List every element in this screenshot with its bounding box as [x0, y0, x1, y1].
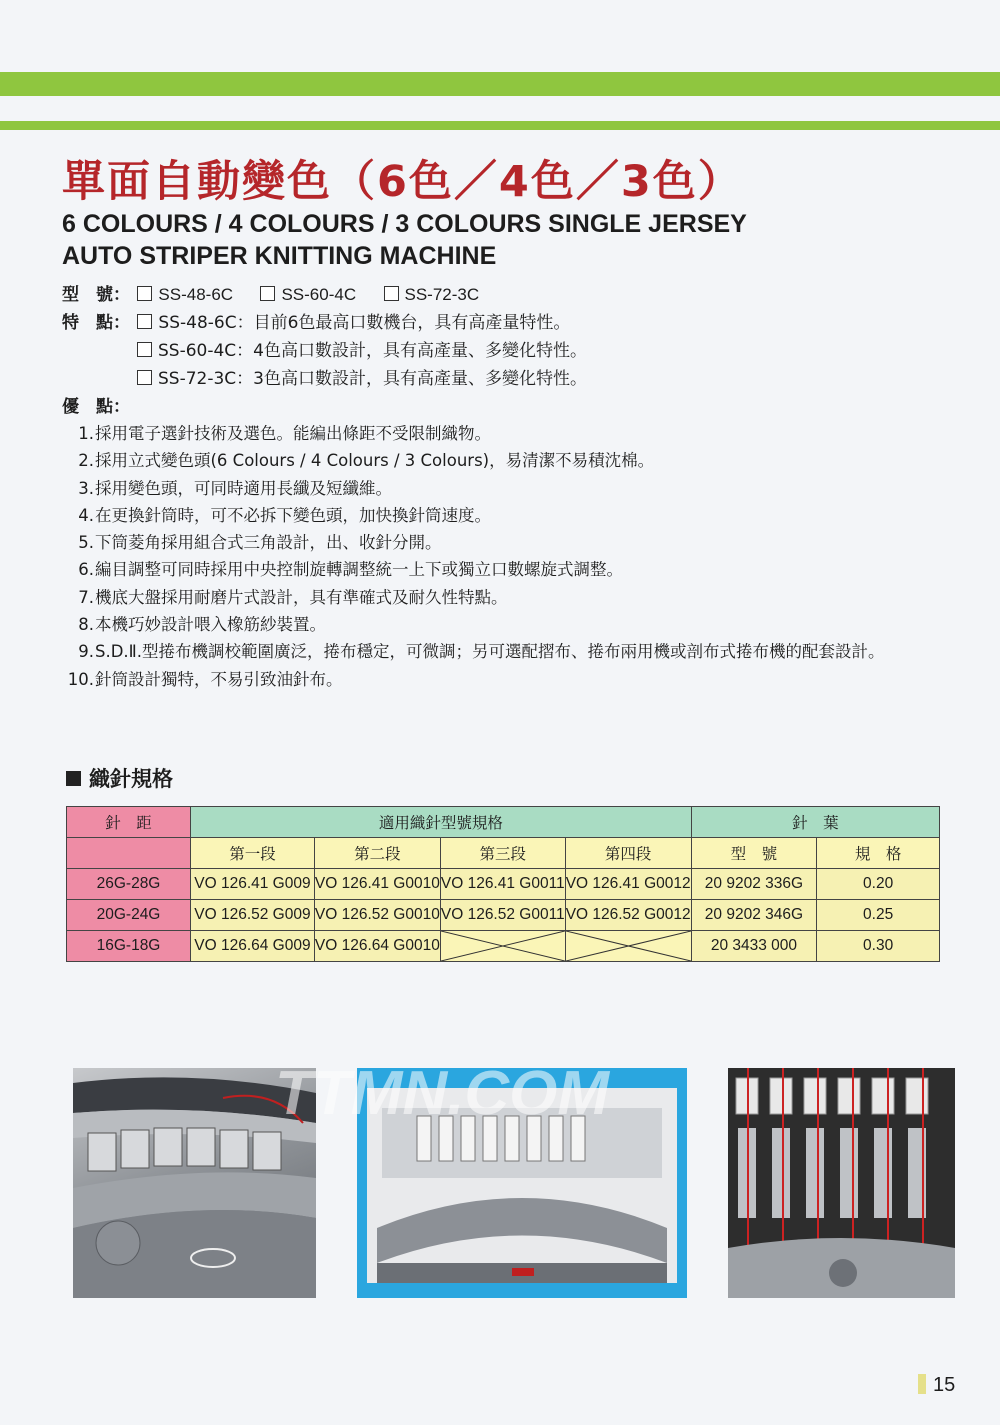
needle-cell: VO 126.64 G0010 — [314, 931, 440, 962]
needle-cell: VO 126.41 G0012 — [565, 869, 691, 900]
sinker-model-cell: 20 9202 346G — [691, 900, 817, 931]
subheader-cell: 規 格 — [817, 838, 940, 869]
list-item: 8. 本機巧妙設計喂入橡筋紗裝置。 — [78, 615, 326, 635]
needle-cell: VO 126.41 G009 — [191, 869, 315, 900]
table-header-row — [67, 807, 940, 838]
sinker-size-cell: 0.30 — [817, 931, 940, 962]
model-item: SS-72-3C — [404, 285, 480, 304]
gauge-cell: 16G-18G — [67, 931, 191, 962]
list-item: 6. 編目調整可同時採用中央控制旋轉調整統一上下或獨立口數螺旋式調整。 — [78, 560, 623, 580]
needle-cell: VO 126.41 G0011 — [440, 869, 565, 900]
subheader-cell: 第四段 — [565, 838, 691, 869]
page-marker-bar — [918, 1374, 926, 1394]
color-changer-illustration — [728, 1068, 955, 1298]
checkbox-icon — [137, 314, 152, 329]
sinker-model-cell: 20 9202 336G — [691, 869, 817, 900]
feature-item: SS-48-6C：目前6色最高口數機台，具有高產量特性。 — [158, 313, 571, 333]
title-en-line-2: AUTO STRIPER KNITTING MACHINE — [62, 242, 497, 270]
machine-photo-color-changer — [728, 1068, 955, 1298]
subheader-cell: 第一段 — [191, 838, 315, 869]
empty-crossed-cell — [440, 931, 565, 962]
empty-crossed-cell — [565, 931, 691, 962]
sinker-size-cell: 0.20 — [817, 869, 940, 900]
feature-item: SS-60-4C：4色高口數設計，具有高產量、多變化特性。 — [158, 341, 587, 361]
col-header-gauge: 針 距 — [67, 807, 191, 838]
features-label: 特 點： — [62, 313, 130, 333]
sinker-size-cell: 0.25 — [817, 900, 940, 931]
needle-cell: VO 126.52 G009 — [191, 900, 315, 931]
page-title-english — [62, 208, 747, 272]
list-item: 9. S.D.Ⅱ.型捲布機調校範圍廣泛，捲布穩定，可微調；另可選配摺布、捲布兩用機或剖布式捲布機的配套設計。 — [78, 642, 885, 662]
table-row — [67, 931, 940, 962]
checkbox-icon — [260, 286, 275, 301]
feature-row — [62, 336, 587, 361]
model-item: SS-48-6C — [158, 285, 234, 304]
list-item: 10. 針筒設計獨特，不易引致油針布。 — [67, 669, 343, 689]
subheader-cell: 型 號 — [691, 838, 817, 869]
list-item: 3. 採用變色頭，可同時適用長纖及短纖維。 — [78, 478, 392, 498]
checkbox-icon — [137, 370, 152, 385]
list-item: 2. 採用立式變色頭(6 Colours / 4 Colours / 3 Colours)，易清潔不易積沈棉。 — [78, 451, 655, 471]
checkbox-icon — [384, 286, 399, 301]
advantages-list — [62, 420, 952, 693]
needle-cell: VO 126.64 G009 — [191, 931, 315, 962]
advantages-heading — [62, 392, 132, 417]
gauge-cell: 26G-28G — [67, 869, 191, 900]
table-row — [67, 869, 940, 900]
cross-mark-icon — [566, 931, 691, 961]
watermark: TTMN.COM — [275, 1059, 610, 1128]
page-number: 15 — [918, 1374, 955, 1397]
cross-mark-icon — [441, 931, 565, 961]
checkbox-icon — [137, 342, 152, 357]
gauge-cell: 20G-24G — [67, 900, 191, 931]
subheader-cell: 第三段 — [440, 838, 565, 869]
list-item: 7. 機底大盤採用耐磨片式設計，具有準確式及耐久性特點。 — [78, 587, 508, 607]
sinker-model-cell: 20 3433 000 — [691, 931, 817, 962]
advantages-label: 優 點： — [62, 397, 130, 417]
needle-spec-table — [66, 806, 940, 962]
title-en-line-1: 6 COLOURS / 4 COLOURS / 3 COLOURS SINGLE JERSEY — [62, 210, 747, 238]
checkbox-icon — [137, 286, 152, 301]
top-green-band — [0, 72, 1000, 96]
list-item: 1. 採用電子選針技術及選色。能編出條距不受限制織物。 — [78, 424, 491, 443]
feature-row — [62, 364, 587, 389]
needle-cell: VO 126.52 G0010 — [314, 900, 440, 931]
col-header-sinker: 針 葉 — [691, 807, 939, 838]
needle-cell: VO 126.41 G0010 — [314, 869, 440, 900]
needle-cell: VO 126.52 G0012 — [565, 900, 691, 931]
feature-row — [62, 308, 570, 333]
section-heading: 織針規格 — [66, 763, 173, 793]
list-item: 4. 在更換針筒時，可不必拆下變色頭，加快換針筒速度。 — [78, 505, 491, 525]
subheader-cell: 第二段 — [314, 838, 440, 869]
needle-cell: VO 126.52 G0011 — [440, 900, 565, 931]
empty-cell — [67, 838, 191, 869]
col-header-needle: 適用織針型號規格 — [191, 807, 692, 838]
models-row — [62, 280, 501, 305]
list-item: 5. 下筒菱角採用組合式三角設計，出、收針分開。 — [78, 533, 442, 553]
square-bullet-icon — [66, 771, 81, 786]
table-row — [67, 900, 940, 931]
model-item: SS-60-4C — [281, 285, 357, 304]
models-label: 型 號： — [62, 285, 130, 305]
page-title-chinese: 單面自動變色（6色／4色／3色） — [62, 157, 743, 207]
top-green-stripe — [0, 121, 1000, 130]
table-subheader-row — [67, 838, 940, 869]
feature-item: SS-72-3C：3色高口數設計，具有高產量、多變化特性。 — [158, 369, 587, 389]
